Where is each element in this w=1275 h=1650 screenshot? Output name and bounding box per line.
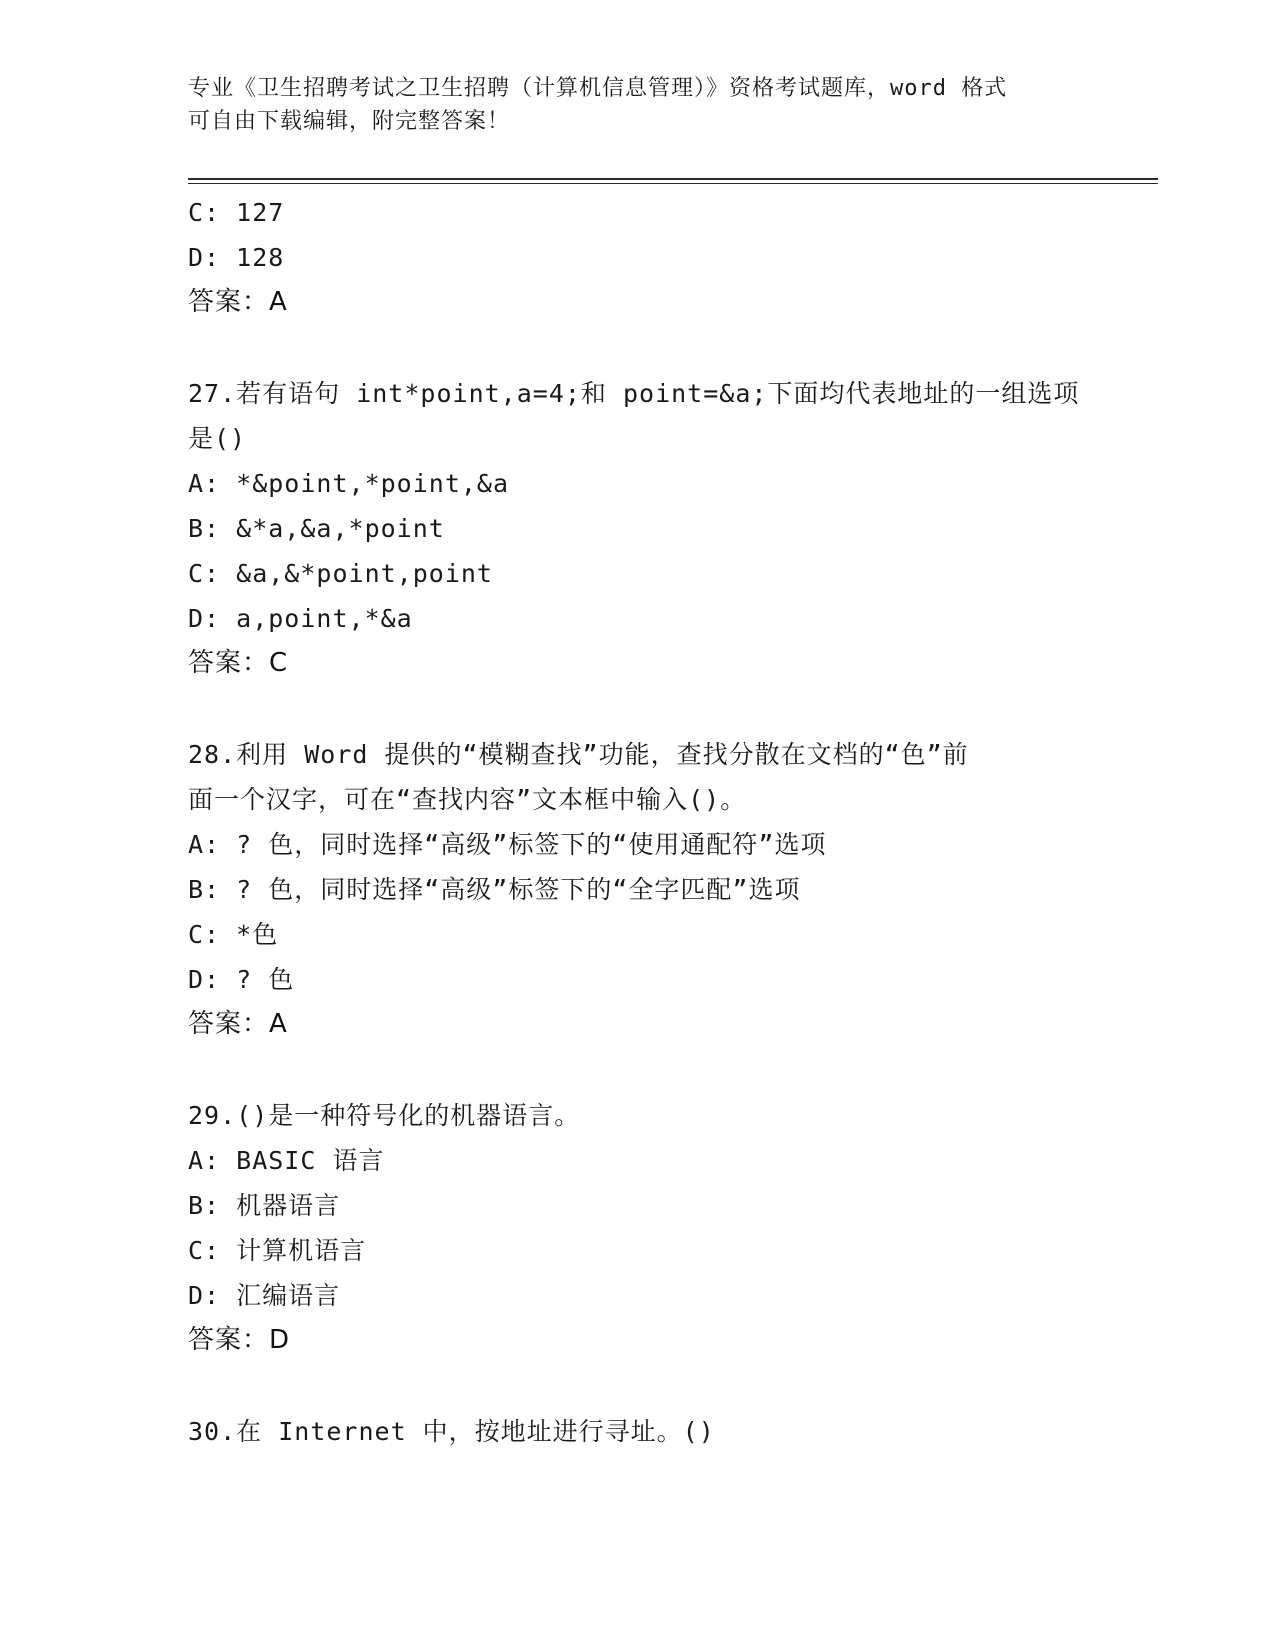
- question-stem: 29.()是一种符号化的机器语言。: [188, 1101, 581, 1130]
- option-b: B: &*a,&a,*point: [188, 514, 445, 543]
- header-line-1: 专业《卫生招聘考试之卫生招聘（计算机信息管理）》资格考试题库，word 格式: [188, 76, 1008, 101]
- option-a: A: BASIC 语言: [188, 1146, 385, 1175]
- question-stem: 30.在 Internet 中，按地址进行寻址。(): [188, 1417, 715, 1446]
- question-block-26: [188, 190, 1088, 325]
- question-block-27: [188, 371, 1088, 686]
- option-d: D: 128: [188, 243, 285, 272]
- header-divider-thick: [188, 178, 1158, 180]
- option-c: C: *色: [188, 920, 279, 949]
- page-header: [188, 72, 1068, 138]
- header-line-2: 可自由下载编辑，附完整答案！: [188, 109, 511, 134]
- question-content: [188, 190, 1088, 1454]
- option-c: C: 127: [188, 198, 285, 227]
- option-c: C: &a,&*point,point: [188, 559, 493, 588]
- spacer: [188, 686, 1088, 732]
- answer-label: 答案：C: [188, 648, 289, 678]
- option-a: A: *&point,*point,&a: [188, 469, 510, 498]
- option-b: B: 机器语言: [188, 1191, 341, 1220]
- option-d: D: 汇编语言: [188, 1281, 341, 1310]
- answer-label: 答案：D: [188, 1325, 291, 1355]
- question-stem: 28.利用 Word 提供的“模糊查找”功能，查找分散在文档的“色”前: [188, 740, 969, 769]
- header-divider-thin: [188, 183, 1158, 184]
- answer-label: 答案：A: [188, 287, 288, 317]
- option-b: B: ? 色，同时选择“高级”标签下的“全字匹配”选项: [188, 875, 801, 904]
- spacer: [188, 1363, 1088, 1409]
- question-block-30: [188, 1409, 1088, 1454]
- option-a: A: ? 色，同时选择“高级”标签下的“使用通配符”选项: [188, 830, 827, 859]
- question-stem: 是(): [188, 424, 247, 453]
- question-block-29: [188, 1093, 1088, 1363]
- question-stem: 面一个汉字，可在“查找内容”文本框中输入()。: [188, 785, 747, 814]
- question-stem: 27.若有语句 int*point,a=4;和 point=&a;下面均代表地址的一组选项: [188, 379, 1080, 408]
- answer-label: 答案：A: [188, 1009, 288, 1039]
- spacer: [188, 325, 1088, 371]
- option-c: C: 计算机语言: [188, 1236, 367, 1265]
- question-block-28: [188, 732, 1088, 1047]
- option-d: D: a,point,*&a: [188, 604, 413, 633]
- option-d: D: ? 色: [188, 965, 295, 994]
- spacer: [188, 1047, 1088, 1093]
